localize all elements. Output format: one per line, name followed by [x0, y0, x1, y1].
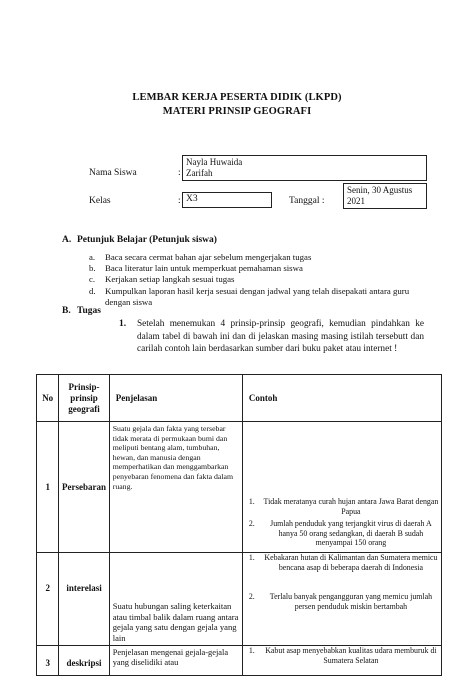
section-a-title: Petunjuk Belajar (Petunjuk siswa)	[77, 235, 217, 245]
section-b-heading	[62, 306, 101, 316]
row-penjelasan: Penjelasan mengenai gejala-gejala yang diselidiki atau	[109, 646, 242, 676]
task-number: 1.	[119, 319, 127, 329]
section-a-marker: A.	[62, 235, 72, 245]
instruction-list	[89, 252, 429, 308]
document-subtitle: MATERI PRINSIP GEOGRAFI	[162, 106, 312, 117]
list-item: d. Kumpulkan laporan hasil kerja sesuai dengan jadwal yang telah disepakati antara guru dengan siswa	[89, 285, 410, 307]
list-item: 1. Tidak meratanya curah hujan antara Jawa Barat dengan Papua	[248, 497, 439, 516]
row-contoh	[242, 422, 441, 553]
header-no: No	[37, 375, 59, 422]
name-label: Nama Siswa	[89, 168, 137, 178]
row-no: 2	[37, 553, 59, 646]
class-field[interactable]	[182, 192, 272, 208]
list-item: c. Kerjakan setiap langkah sesuai tugas	[89, 274, 235, 285]
header-prinsip: Prinsip- prinsip geografi	[59, 375, 109, 422]
table-row	[37, 422, 442, 553]
row-penjelasan: Suatu gejala dan fakta yang tersebar tidak merata di permukaan bumi dan meliputi bentang alam, tumbuhan, hewan, dan manusia dengan memperhatikan dan menggambarkan penyebaran fenomena dan fakta dalam ruang.	[109, 422, 242, 553]
section-b-title: Tugas	[77, 306, 101, 316]
date-value-line1: Senin, 30 Agustus	[347, 185, 413, 195]
row-contoh	[242, 646, 441, 676]
row-penjelasan: Suatu hubungan saling keterkaitan atau timbal balik dalam ruang antara gejala yang satu dengan gejala yang lain	[109, 553, 242, 646]
class-value: X3	[186, 194, 198, 204]
principles-table	[36, 374, 442, 676]
class-label: Kelas	[89, 196, 111, 206]
date-field[interactable]	[343, 183, 427, 209]
name-value-line2: Zarifah	[186, 168, 213, 178]
table-row	[37, 553, 442, 646]
document-title: LEMBAR KERJA PESERTA DIDIK (LKPD)	[132, 92, 342, 103]
table-row	[37, 646, 442, 676]
table-header-row	[37, 375, 442, 422]
list-item: b. Baca literatur lain untuk memperkuat pemahaman siswa	[89, 263, 303, 274]
row-contoh	[242, 553, 441, 646]
list-item: 1. Kabut asap menyebabkan kualitas udara memburuk di Sumatera Selatan	[248, 646, 437, 665]
list-item: 2. Jumlah penduduk yang terjangkit virus di daerah A hanya 50 orang sedangkan, di daerah B sudah menyampai 150 orang	[248, 519, 432, 548]
header-contoh: Contoh	[242, 375, 441, 422]
row-prinsip: interelasi	[59, 553, 109, 646]
row-prinsip: Persebaran	[59, 422, 109, 553]
list-item: a. Baca secara cermat bahan ajar sebelum mengerjakan tugas	[89, 252, 312, 262]
row-prinsip: deskripsi	[59, 646, 109, 676]
list-item: 2. Terlalu banyak pengangguran yang memicu jumlah persen penduduk miskin bertambah	[248, 592, 433, 611]
task-text: Setelah menemukan 4 prinsip-prinsip geografi, kemudian pindahkan ke dalam tabel di bawah ini dan di jelaskan masing masing istilah tersebutt dan carilah contoh lain berdasarkan sumber dari buku paket atau internet !	[137, 319, 424, 354]
date-label: Tanggal :	[289, 196, 325, 206]
section-a-heading	[62, 235, 217, 245]
header-penjelasan: Penjelasan	[109, 375, 242, 422]
row-no: 1	[37, 422, 59, 553]
list-item: 1. Kebakaran hutan di Kalimantan dan Sumatera memicu bencana asap di beberapa daerah di Indonesia	[248, 553, 438, 572]
name-colon: :	[178, 168, 181, 178]
class-colon: :	[178, 196, 181, 206]
section-b-marker: B.	[62, 306, 71, 316]
date-value-line2: 2021	[347, 196, 365, 206]
name-value-line1: Nayla Huwaida	[186, 157, 243, 167]
row-no: 3	[37, 646, 59, 676]
name-field[interactable]	[182, 155, 427, 181]
